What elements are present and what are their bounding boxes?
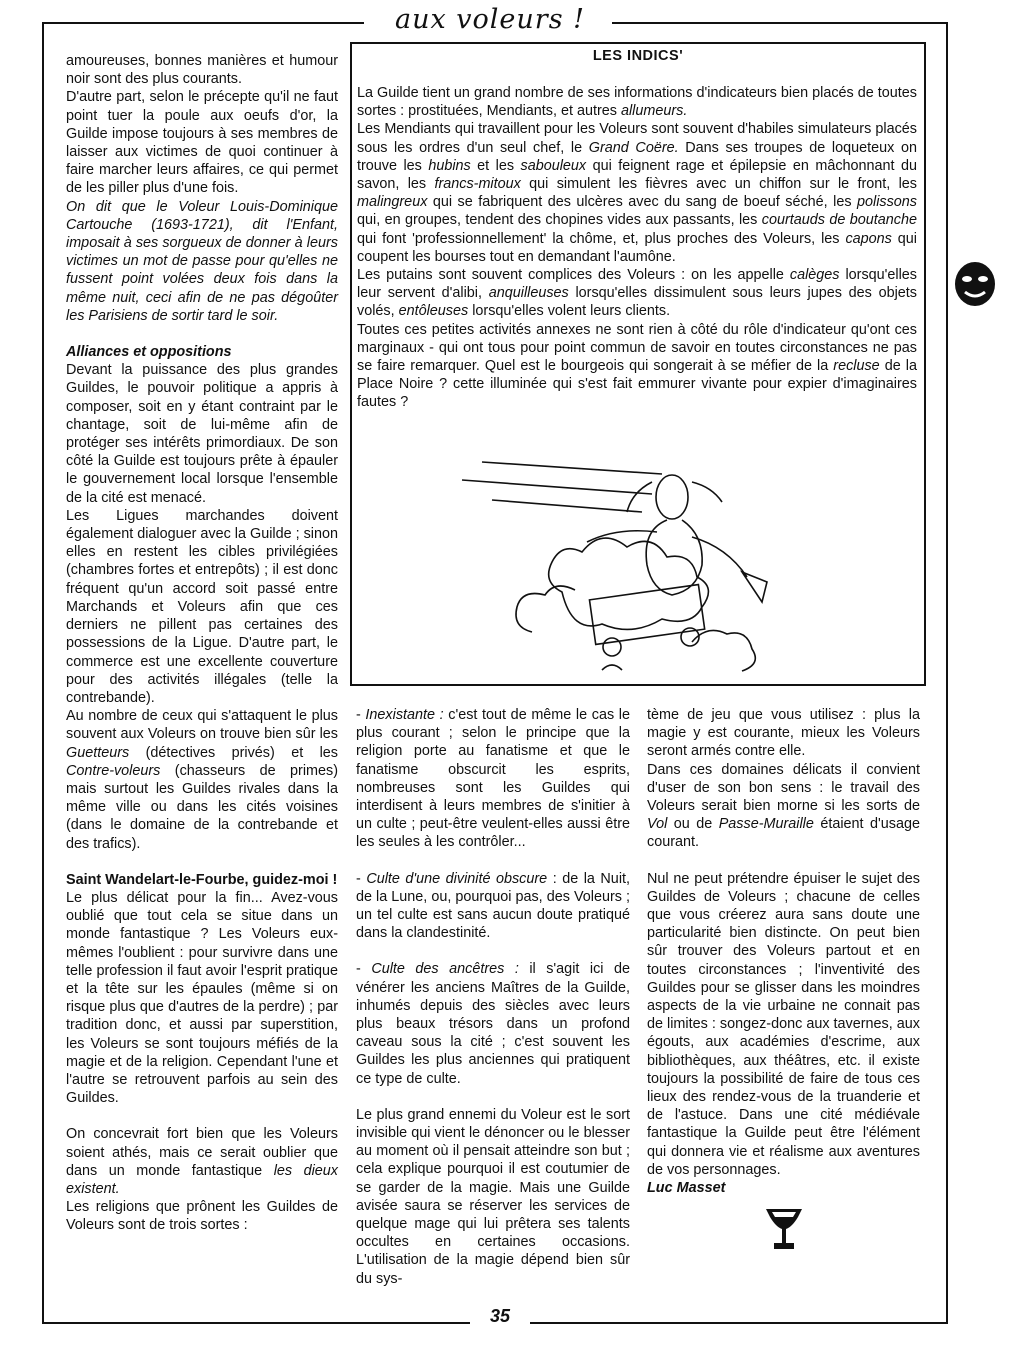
speed-line: [482, 462, 662, 474]
sidebar-text: [357, 84, 917, 412]
beggar-hair: [627, 482, 722, 512]
left-column: [66, 52, 338, 1235]
theatre-mask-icon: [950, 258, 1000, 308]
dust-cloud: [516, 586, 575, 632]
page-header-title: aux voleurs !: [394, 4, 585, 35]
paragraph-anecdote: On dit que le Voleur Louis-Dominique Cartouche (1693-1721), dit l'Enfant, imposait à ses sorgueux de donner à leurs victimes un mot de passe pour qu'elles ne fussent point volées deux fois dans la même nuit, ceci afin de ne pas dégoûter les Parisiens de sortir tard le soir.: [66, 198, 338, 324]
paragraph: Toutes ces petites activités annexes ne sont rien à côté du rôle d'indicateur qu'ont ces marginaux - qui ont tous pour point commun de savoir en toutes circonstances ne pas se faire remarquer. Quel est le bourgeois qui songerait à se méfier de la recluse de la Place Noire ? cette illuminée qui s'est fait emmurer vivante pour expier d'imaginaires fautes ?: [357, 321, 917, 411]
cart: [589, 585, 704, 645]
paragraph: Au nombre de ceux qui s'attaquent le plus souvent aux Voleurs on trouve bien sûr les Guetteurs (détectives privés) et les Contre-voleurs (chasseurs de primes) mais surtout les Guildes rivales dans la même ville ou dans les cités voisines (dans le domaine de la contrebande et des trafics).: [66, 708, 338, 852]
beggar-cart-illustration: [442, 442, 822, 682]
author-signature: Luc Masset: [647, 1180, 726, 1197]
paragraph: Devant la puissance des plus grandes Guildes, le pouvoir politique a appris à composer, soit en y étant contraint par le chantage, soit de lui-même afin de protéger ses intérêts primordiaux. De son côté la Guilde est toujours prête à épauler le gouvernement local lorsque l'ensemble de la cité est menacé.: [66, 362, 338, 506]
paragraph: Les Mendiants qui travaillent pour les Voleurs sont souvent d'habiles simulateurs placés sous les ordres d'un seul chef, le Grand Coëre. Dans ses troupes de loqueteux on trouve les hubins et les sabouleux qui feignent rage et épilepsie en mâchonnant du savon, les francs-mitoux qui simulent les fièvres avec un chiffon sur le front, les malingreux qui se fabriquent des ulcères avec du sang de boeuf séché, les polissons qui, en groupes, tendent des chopines vides aux passants, les courtauds de boutanche qui font 'professionnellement' la chôme, et, plus proches des Voleurs, les capons qui coupent les bourses tout en demandant l'aumône.: [357, 121, 918, 265]
paragraph: - Culte des ancêtres : il s'agit ici de vénérer les anciens Maîtres de la Guilde, inhumés depuis des siècles avec leurs plus beaux trésors dans un profond caveau sous la cité ; c'est souvent les Guildes les plus anciennes qui pratiquent ce type de culte.: [356, 961, 630, 1087]
beggar-head: [656, 475, 688, 519]
paragraph: - Culte d'une divinité obscure : de la Nuit, de la Lune, ou, pourquoi pas, des Voleurs ; un tel culte est sans aucun doute pratiqué dans la clandestinité.: [356, 870, 631, 942]
page-number: 35: [470, 1306, 530, 1327]
paragraph: Nul ne peut prétendre épuiser le sujet des Guildes de Voleurs ; chacune de celles que vous créerez aura sans doute une particularité bien distincte. On peut bien sûr trouver des Voleurs partout et en toutes circonstances ; l'inventivité des Guildes pour se glisser dans les moindres aspects de la vie urbaine ne connait pas de limites : songez-donc aux tavernes, aux égouts, aux académies d'escrime, aux bibliothèques, aux théâtres, etc. il existe toujours la possibilité de faire de tous ces lieux des rendez-vous de la truanderie et de l'astuce. Dans une cité médiévale fantastique la Guilde peut être l'élément qui donnera vie et réalisme aux aventures de vos personnages.: [647, 870, 920, 1178]
speed-line: [462, 480, 652, 494]
goblet-icon: [647, 1205, 920, 1260]
cart-wheel: [603, 638, 621, 656]
right-column: [647, 706, 920, 1260]
paragraph: Le plus grand ennemi du Voleur est le sort invisible qui vient le dénoncer ou le blesser au moment où il pensait atteindre son but ; cela explique pourquoi il est coutumier de se garder de la magie. Mais une Guilde avisée saura se réserver les services de quelque mage qui lui prêtera ses talents occultes en certaines occasions. L'utilisation de la magie dépend bien sûr du sys-: [356, 1106, 630, 1287]
paragraph: tème de jeu que vous utilisez : plus la magie y est courante, mieux les Voleurs seront armés contre elle.: [647, 707, 920, 760]
paragraph: D'autre part, selon le précepte qu'il ne faut point tuer la poule aux oeufs d'or, la Guilde impose toujours à ses membres de laisser aux victimes de quoi continuer à faire marcher leurs affaires, ce qui permet de les piller plus d'une fois.: [66, 89, 338, 197]
bowl: [742, 572, 767, 602]
paragraph: Les religions que prônent les Guildes de Voleurs sont de trois sortes :: [66, 1199, 338, 1234]
dust-cloud: [692, 630, 755, 671]
paragraph: La Guilde tient un grand nombre de ses informations d'indicateurs bien placés de toutes sortes : prostituées, Mendiants, et autres allumeurs.: [357, 85, 917, 120]
dust-cloud: [549, 538, 709, 629]
sidebar-title: LES INDICS': [592, 48, 684, 64]
paragraph: - Inexistante : c'est tout de même le cas le plus courant ; selon le principe que la religion porte au fanatisme et que le fanatisme obscurcit les esprits, nombreuses sont les Guildes qui interdisent à leurs membres de s'initier à un culte ; peut-être veulent-elles aussi être les seules à les contrôler...: [356, 707, 630, 851]
section-heading-alliances: Alliances et oppositions: [66, 344, 232, 361]
paragraph: On concevrait fort bien que les Voleurs soient athés, mais ce serait oublier que dans un monde fantastique les dieux existent.: [66, 1126, 338, 1197]
speed-line: [492, 500, 642, 512]
paragraph: Dans ces domaines délicats il convient d'user de son bon sens : le travail des Voleurs serait bien morne si les sorts de Vol ou de Passe-Muraille étaient d'usage courant.: [647, 761, 920, 851]
paragraph: Les Ligues marchandes doivent également dialoguer avec la Guilde ; sinon elles en restent les cibles privilégiées (chambres fortes et entrepôts) ; il est donc fréquent qu'un accord soit passé entre Marchands et Voleurs afin que ces derniers ne pillent pas certaines des possessions de la Ligue. D'autre part, le commerce est une excellente couverture pour des activités illégales (telle la contrebande).: [66, 507, 338, 706]
artist-signature: [602, 665, 622, 670]
section-heading-saint: Saint Wandelart-le-Fourbe, guidez-moi !: [66, 871, 338, 888]
middle-column: [356, 706, 630, 1288]
paragraph: Les putains sont souvent complices des Voleurs : on les appelle calèges lorsqu'elles leur servent d'alibi, anquilleuses lorsqu'elles dissimulent sous leurs jupes des objets volés, entôleuses lorsqu'elles volent leurs clients.: [357, 267, 917, 320]
sidebar-box-indics: [350, 42, 926, 686]
paragraph: Le plus délicat pour la fin... Avez-vous oublié que tout cela se situe dans un monde fantastique ? Les Voleurs eux-mêmes l'oublient : pour survivre dans une telle profession il faut avoir l'esprit pratique et la tête sur les épaules (même si on risque plus que d'autres de la perdre) ; par tradition donc, et aussi par superstition, les Voleurs se sont toujours méfiés de la magie et de la religion. Cependant l'une et l'autre se retrouvent parfois au sein des Guildes.: [66, 889, 338, 1107]
paragraph: amoureuses, bonnes manières et humour noir sont des plus courants.: [66, 53, 338, 88]
